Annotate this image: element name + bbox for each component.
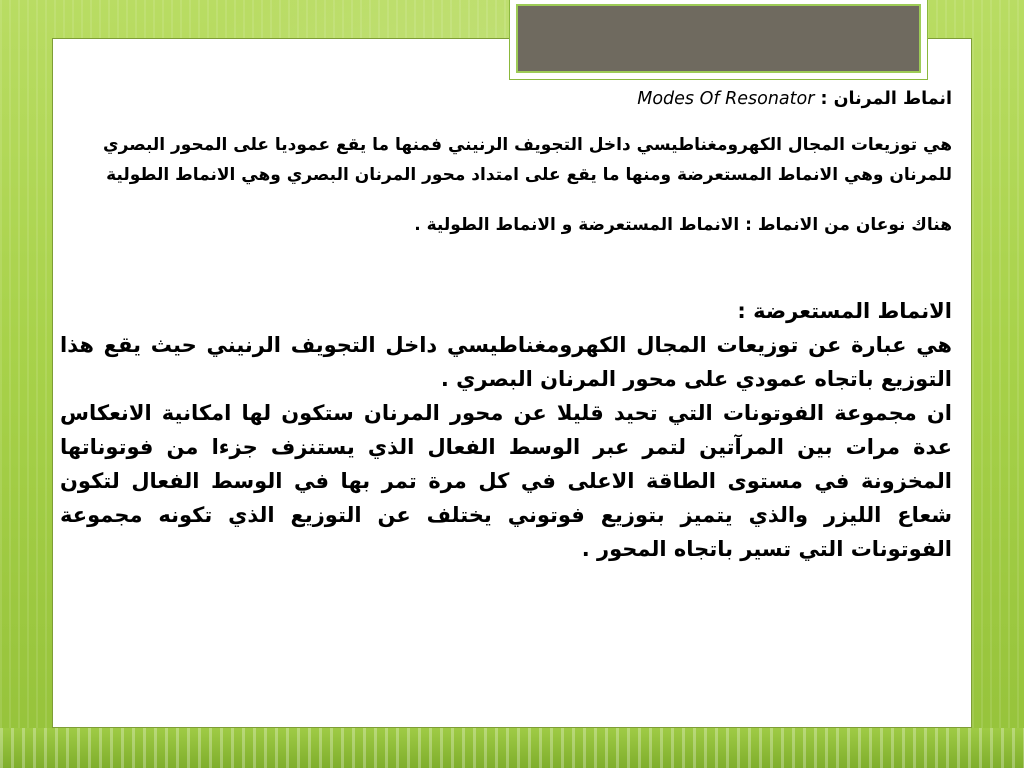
transverse-modes-title: الانماط المستعرضة : <box>737 299 952 323</box>
photons-paragraph: ان مجموعة الفوتونات التي تحيد قليلا عن محور المرنان ستكون لها امكانية الانعكاس عدة مرات بين المرآتين لتمر عبر الوسط الفعال الذي يستنزف جزءا من فوتوناتها المخزونة في مستوى الطاقة الاعلى في كل مرة تمر بها في الوسط الفعال لتكون شعاع الليزر والذي يتميز بتوزيع فوتوني يختلف عن التوزيع الذي تكونه مجموعة الفوتونات التي تسير باتجاه المحور . <box>60 401 952 561</box>
mode-types-line: هناك نوعان من الانماط : الانماط المستعرضة و الانماط الطولية . <box>414 215 952 235</box>
title-placeholder-fill <box>516 4 921 73</box>
transverse-modes-definition: هي عبارة عن توزيعات المجال الكهرومغناطيسي داخل التجويف الرنيني حيث يقع هذا التوزيع باتجاه عمودي على محور المرنان البصري . <box>60 333 952 391</box>
background-bottom-band <box>0 728 1024 768</box>
title-placeholder-tab <box>509 0 928 80</box>
modes-heading-arabic: انماط المرنان : <box>820 89 952 109</box>
modes-definition: هي توزيعات المجال الكهرومغناطيسي داخل التجويف الرنيني فمنها ما يقع عموديا على المحور البصري للمرنان وهي الانماط المستعرضة ومنها ما يقع على امتداد محور المرنان البصري وهي الانماط الطولية <box>103 135 952 185</box>
slide-text-body <box>60 86 952 566</box>
modes-heading <box>60 86 952 112</box>
modes-heading-latin: Modes Of Resonator <box>637 89 815 109</box>
